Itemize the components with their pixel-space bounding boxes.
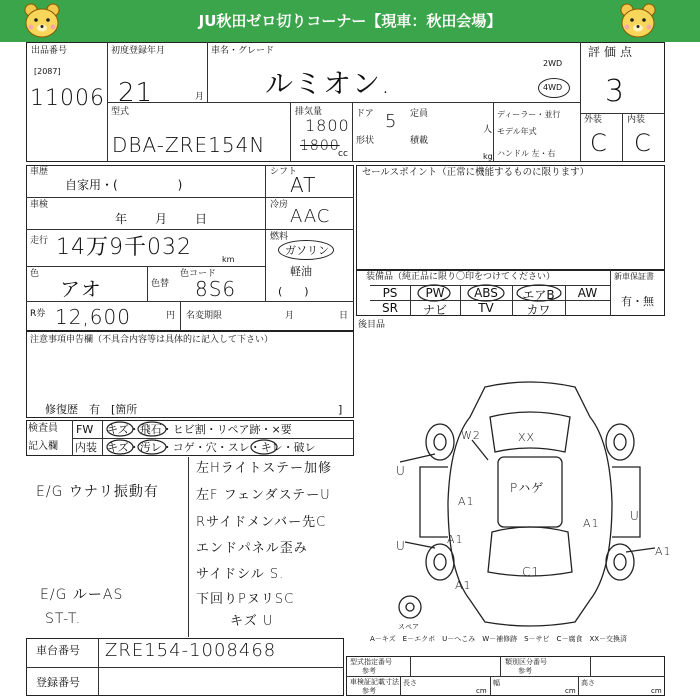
type-cert-label: 型式指定番号 (350, 658, 392, 666)
damage-mark-a1-bumper: A1 (455, 579, 472, 592)
height-unit: cm (651, 687, 662, 695)
lot-number-label: 出品番号 (31, 46, 68, 56)
shift-label: シフト (270, 167, 298, 177)
remark-right-2: 左F フェンダステーU (196, 488, 331, 503)
class-label: 類別区分番号 (505, 658, 547, 666)
color-label: 色 (30, 269, 40, 279)
spare-label: スペア (398, 623, 419, 631)
cc-unit: cc (338, 149, 348, 159)
inspection-value: 年 月 日 (115, 212, 216, 226)
displacement-label: 排気量 (295, 107, 323, 117)
month-unit: 月 (195, 92, 205, 102)
km-unit: km (222, 255, 235, 264)
drive-4wd: 4WD (543, 83, 563, 92)
fuel-diesel: 軽油 (290, 265, 312, 278)
remark-right-7: キズ U (230, 614, 274, 629)
recycle-label: R券 (30, 309, 46, 319)
damage-mark-u-front: U (396, 464, 406, 478)
chassis-value: ZRE154-1008468 (105, 640, 277, 661)
notes-label: 注意事項申告欄（不具合内容等は具体的に記入して下さい） (30, 335, 274, 345)
registration-label: 登録番号 (36, 676, 80, 689)
sales-point-box (356, 165, 665, 270)
color-change-label: 色替 (151, 279, 170, 289)
lot-number: 11006 (30, 86, 105, 111)
repair-history-close: ] (338, 403, 343, 416)
chassis-label: 車台番号 (36, 644, 80, 657)
model-year-label: モデル年式 (497, 127, 537, 136)
remark-right-4: エンドパネル歪み (196, 541, 308, 556)
width-unit: cm (565, 687, 576, 695)
color-value: アオ (60, 277, 102, 301)
damage-mark-w2: W2 (461, 429, 481, 442)
use-value: 自家用・( ) (65, 178, 183, 192)
dealer-label: ディーラー・並行 (497, 110, 561, 119)
damage-mark-a1-left: A1 (458, 495, 475, 508)
car-name: ルミオン. (265, 67, 391, 100)
damage-mark-a1-right: A1 (583, 517, 600, 530)
remark-left-1: E/G ウナリ振動有 (36, 484, 159, 500)
color-code: 8S6 (195, 277, 237, 301)
warranty-value: 有・無 (621, 295, 654, 308)
equipment-label: 装備品（純正品に限り〇印をつけてください） (366, 272, 556, 282)
damage-mark-u-rear: U (396, 539, 406, 553)
length-label: 長さ (403, 679, 417, 687)
equipment-pw: PW (425, 286, 445, 300)
exterior-label: 外装 (584, 115, 603, 125)
equipment-circle-marks (410, 283, 520, 303)
entry-label: 記入欄 (28, 441, 58, 452)
capacity-label: 定員 (410, 109, 429, 119)
model-code-label: 型式 (111, 107, 130, 117)
person-unit: 人 (483, 125, 493, 135)
damage-mark-c1: C1 (522, 565, 541, 579)
doc-size-sub: 参考 (362, 687, 376, 695)
first-registration-year: 21 (118, 78, 154, 108)
remark-left-3: ST-T. (45, 611, 82, 627)
damage-mark-a1-rear-left: A1 (447, 533, 464, 546)
shift-value: AT (290, 173, 317, 197)
airbag-circle-mark (512, 283, 567, 303)
handle-label: ハンドル 左・右 (497, 149, 556, 158)
equipment-ps: PS (382, 286, 398, 300)
displacement-value: 1800 (305, 116, 350, 135)
fuel-label: 燃料 (270, 232, 289, 242)
exterior-grade: C (590, 129, 608, 157)
fuel-gasoline: ガソリン (285, 244, 329, 257)
name-change-value: 月 日 (285, 311, 367, 321)
fuel-other: ( ) (278, 285, 309, 298)
doors-value: 5 (385, 111, 398, 132)
repair-history-label: 修復歴 有 [箇所 (45, 403, 138, 416)
equipment-abs: ABS (474, 286, 498, 300)
damage-mark-p-hage: Pハゲ (510, 481, 545, 495)
length-unit: cm (476, 687, 487, 695)
interior-inspect-label: 内装 (75, 441, 97, 454)
car-name-label: 車名・グレード (211, 46, 275, 56)
recycle-value: 12,600 (55, 305, 131, 329)
equipment-navi: ナビ (422, 303, 447, 317)
remark-right-5: サイドシル S. (196, 567, 285, 582)
inspection-label: 車検 (30, 200, 49, 210)
rear-item-label: 後目品 (358, 320, 386, 330)
use-label: 車歴 (30, 167, 49, 177)
inspection-circle-marks (102, 420, 352, 456)
damage-mark-a1-far-right: A1 (655, 545, 672, 558)
car-damage-diagram (380, 372, 680, 634)
warranty-label: 新車保証書 (614, 272, 654, 281)
interior-inspect-items: キズ・汚レ・コゲ・穴・スレ・キレ・破レ (107, 441, 316, 454)
equipment-airbag: エアB (522, 288, 555, 302)
drive-2wd: 2WD (543, 59, 563, 68)
equipment-tv: TV (478, 301, 494, 315)
height-label: 高さ (581, 679, 595, 687)
load-label: 積載 (410, 136, 429, 146)
yen-unit: 円 (166, 311, 176, 321)
damage-mark-u-right: U (630, 509, 640, 523)
doc-size-label: 車検証記載寸法 (350, 678, 399, 686)
doors-label: ドア (356, 109, 374, 119)
equipment-aw: AW (577, 286, 598, 300)
remark-right-6: 下回りPヌリSC (196, 592, 295, 607)
ac-label: 冷房 (270, 200, 289, 210)
ac-value: AAC (290, 206, 331, 227)
sheet-title: JU秋田ゼロ切りコーナー【現車：秋田会場】 (198, 12, 502, 30)
remark-right-1: 左Hライトステー加修 (196, 461, 332, 476)
remark-right-3: Rサイドメンバー先C (196, 515, 327, 530)
kg-unit: kg (483, 152, 493, 161)
model-code: DBA-ZRE154N (112, 133, 266, 157)
fw-items: キズ・飛石・ヒビ割・リペア跡・×要 (107, 423, 292, 436)
mileage-value: 14万9千032 (56, 235, 192, 260)
color-code-label: 色コード (180, 269, 217, 279)
width-label: 幅 (493, 679, 500, 687)
shape-label: 形状 (356, 136, 375, 146)
damage-legend: A－キズ E－エクボ U－へこみ W－補修跡 S－サビ C－腐食 XX－交換済 (370, 635, 628, 643)
remark-left-2: E/G ルーAS (40, 587, 124, 603)
inspector-label: 検査員 (28, 423, 58, 434)
first-registration-label: 初度登録年月 (111, 46, 166, 56)
damage-mark-xx: XX (518, 431, 536, 444)
name-change-label: 名変期限 (186, 311, 223, 321)
interior-label: 内装 (627, 115, 646, 125)
type-cert-sub: 参考 (362, 667, 376, 675)
mileage-label: 走行 (30, 236, 49, 246)
score-label: 評価点 (588, 45, 637, 59)
equipment-leather: カワ (526, 303, 551, 317)
fw-label: FW (76, 423, 94, 436)
score-value: 3 (605, 74, 626, 109)
displacement-struck: 1800 (300, 138, 340, 154)
equipment-sr: SR (382, 301, 398, 315)
sales-point-label: セールスポイント（正常に機能するものに限ります） (362, 167, 590, 178)
interior-grade: C (634, 129, 652, 157)
class-sub: 参考 (518, 667, 532, 675)
lot-sub-code: [2087] (34, 67, 61, 76)
